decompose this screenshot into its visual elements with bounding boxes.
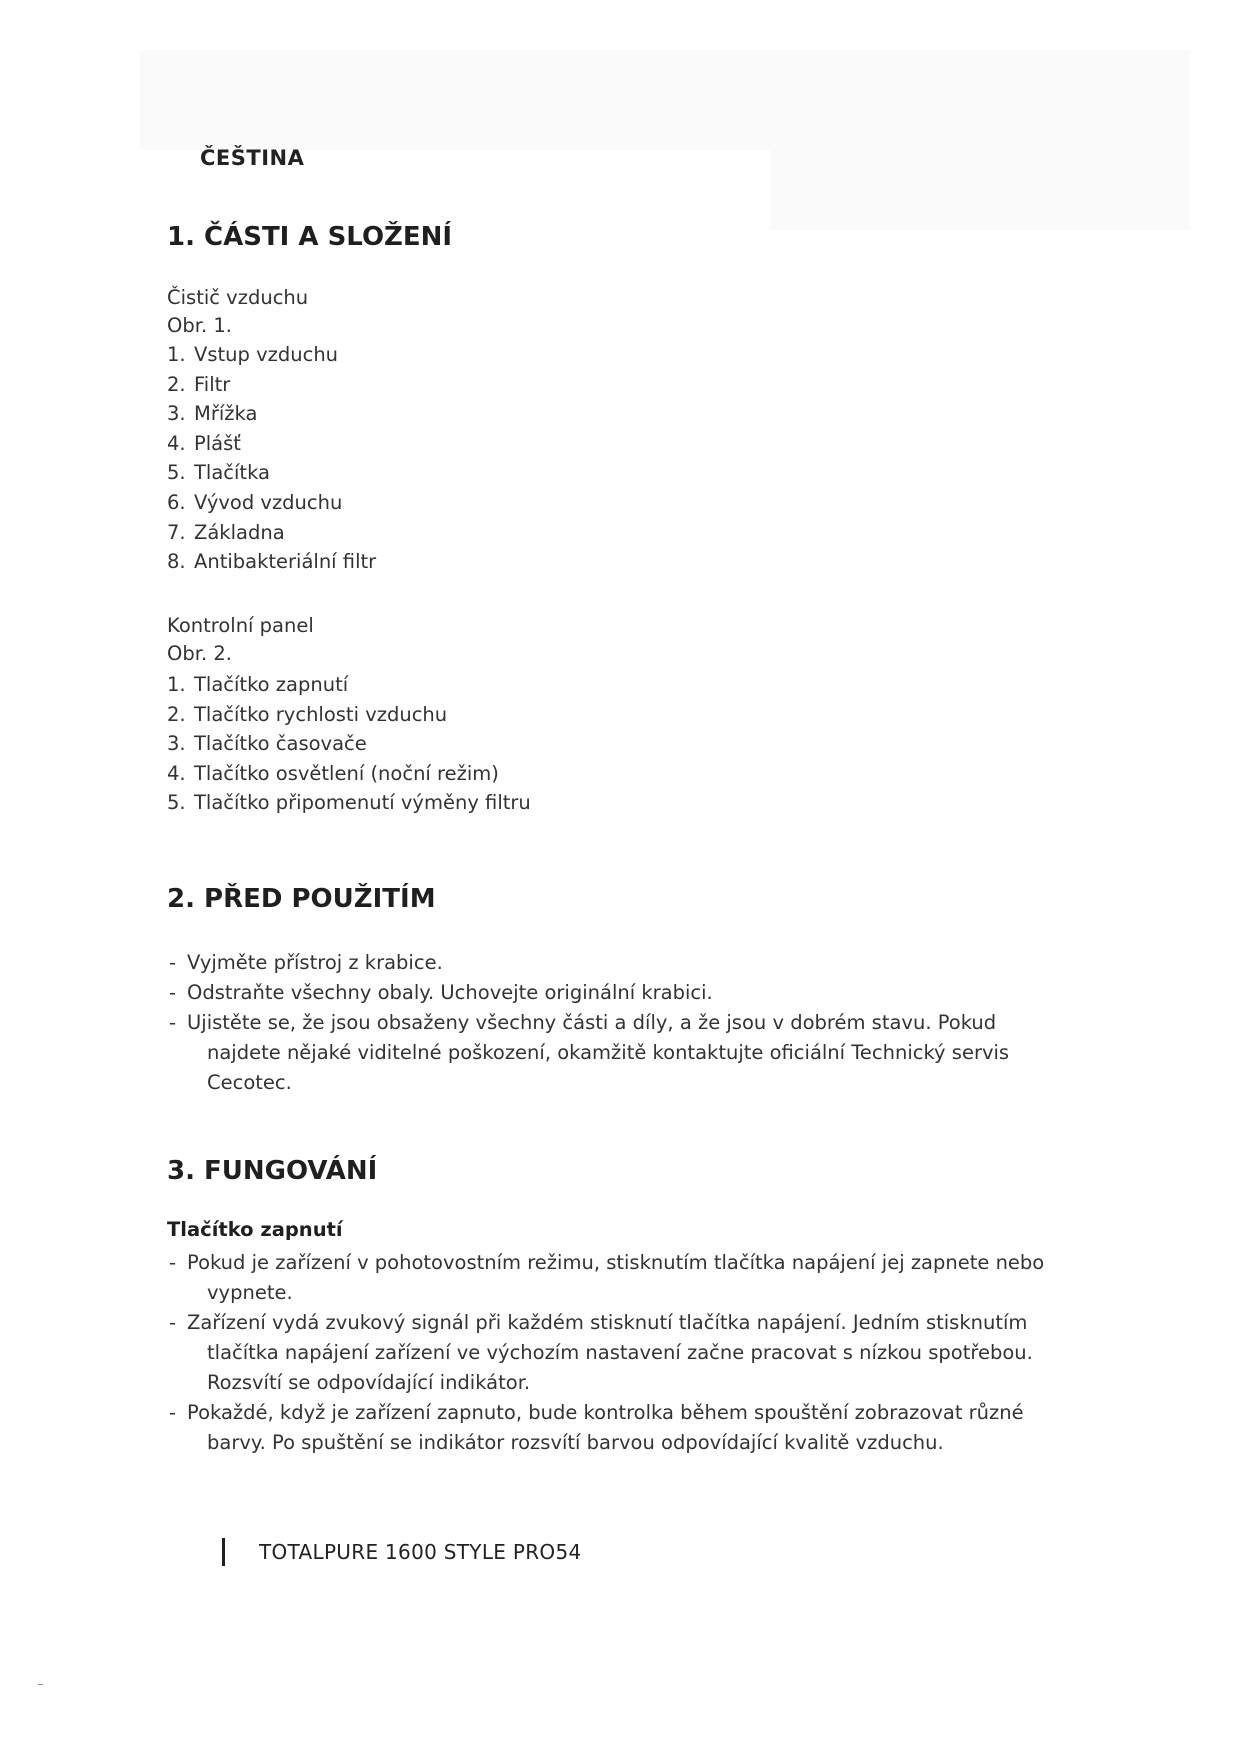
- item-number: 4.: [167, 431, 186, 455]
- item-label: Filtr: [194, 372, 231, 396]
- group-2-figure: Obr. 2.: [167, 642, 232, 665]
- list-item: [167, 399, 376, 429]
- footer-divider: [222, 1538, 225, 1566]
- parts-list: [167, 340, 376, 577]
- footer-text: [259, 1540, 582, 1564]
- page-number: 54: [555, 1540, 582, 1564]
- list-item: [167, 488, 376, 518]
- list-item: [167, 547, 376, 577]
- bullet-dash: -: [169, 1311, 177, 1334]
- list-item: [167, 429, 376, 459]
- group-2-name: Kontrolní panel: [167, 614, 314, 637]
- list-item: [167, 1248, 1067, 1308]
- item-number: 4.: [167, 761, 186, 785]
- item-number: 1.: [167, 343, 186, 366]
- item-label: Tlačítko časovače: [194, 732, 367, 756]
- bullet-dash: -: [169, 951, 177, 974]
- item-number: 2.: [167, 702, 186, 726]
- list-item: [167, 729, 531, 759]
- item-label: Mřížka: [194, 402, 258, 426]
- item-text: Pokaždé, když je zařízení zapnuto, bude kontrolka během spouštění zobrazovat různé barvy. Po spuštění se indikátor rozsvítí barvou odpovídající kvalitě vzduchu.: [187, 1401, 1024, 1454]
- item-number: 8.: [167, 550, 186, 574]
- item-label: Tlačítko zapnutí: [194, 673, 349, 696]
- language-label: ČEŠTINA: [200, 146, 305, 170]
- item-number: 7.: [167, 520, 186, 544]
- list-item: [167, 978, 1067, 1008]
- section-2-title: 2. PŘED POUŽITÍM: [167, 884, 436, 914]
- before-use-list: [167, 948, 1067, 1098]
- list-item: [167, 370, 376, 400]
- bullet-dash: -: [169, 1011, 177, 1034]
- list-item: [167, 759, 531, 789]
- list-item: [167, 670, 531, 700]
- item-number: 6.: [167, 490, 186, 514]
- item-text: Zařízení vydá zvukový signál při každém stisknutí tlačítka napájení. Jedním stisknutím tlačítka napájení zařízení ve výchozím nastavení začne pracovat s nízkou spotřebou. Rozsvítí se odpovídající indikátor.: [187, 1311, 1033, 1394]
- item-number: 5.: [167, 461, 186, 485]
- section-3-title: 3. FUNGOVÁNÍ: [167, 1156, 378, 1186]
- control-panel-list: [167, 670, 531, 818]
- item-number: 3.: [167, 402, 186, 426]
- scan-shade: [770, 150, 1190, 230]
- bullet-dash: -: [169, 1401, 177, 1424]
- operation-list: [167, 1248, 1067, 1458]
- section-1-title: 1. ČÁSTI A SLOŽENÍ: [167, 222, 453, 252]
- scan-shade: [140, 50, 1190, 150]
- item-text: Odstraňte všechny obaly. Uchovejte originální krabici.: [187, 981, 713, 1004]
- item-number: 2.: [167, 372, 186, 396]
- power-button-subtitle: Tlačítko zapnutí: [167, 1218, 343, 1241]
- item-text: Ujistěte se, že jsou obsaženy všechny části a díly, a že jsou v dobrém stavu. Pokud najdete nějaké viditelné poškození, okamžitě kontaktujte oficiální Technický servis Cecotec.: [187, 1011, 1010, 1094]
- item-number: 1.: [167, 673, 186, 696]
- item-label: Tlačítko osvětlení (noční režim): [194, 761, 499, 785]
- item-text: Pokud je zařízení v pohotovostním režimu, stisknutím tlačítka napájení jej zapnete nebo vypnete.: [187, 1251, 1045, 1304]
- item-label: Tlačítka: [194, 461, 270, 485]
- list-item: [167, 518, 376, 548]
- item-text: Vyjměte přístroj z krabice.: [187, 951, 443, 974]
- list-item: [167, 788, 531, 818]
- list-item: [167, 340, 376, 370]
- bullet-dash: -: [169, 1251, 177, 1274]
- page-footer: [222, 1536, 582, 1568]
- list-item: [167, 948, 1067, 978]
- group-1-figure: Obr. 1.: [167, 314, 232, 337]
- group-1-name: Čistič vzduchu: [167, 286, 309, 309]
- bullet-dash: -: [169, 981, 177, 1004]
- item-label: Vstup vzduchu: [194, 343, 339, 366]
- list-item: [167, 1398, 1067, 1458]
- item-label: Základna: [194, 520, 285, 544]
- item-number: 5.: [167, 791, 186, 815]
- item-label: Plášť: [194, 431, 241, 455]
- list-item: [167, 700, 531, 730]
- list-item: [167, 1008, 1067, 1098]
- list-item: [167, 458, 376, 488]
- product-name: TOTALPURE 1600 STYLE PRO: [259, 1540, 556, 1564]
- item-number: 3.: [167, 732, 186, 756]
- item-label: Antibakteriální filtr: [194, 550, 377, 574]
- item-label: Vývod vzduchu: [194, 490, 343, 514]
- scan-mark: [38, 1684, 43, 1685]
- item-label: Tlačítko připomenutí výměny filtru: [194, 791, 531, 815]
- list-item: [167, 1308, 1067, 1398]
- item-label: Tlačítko rychlosti vzduchu: [194, 702, 448, 726]
